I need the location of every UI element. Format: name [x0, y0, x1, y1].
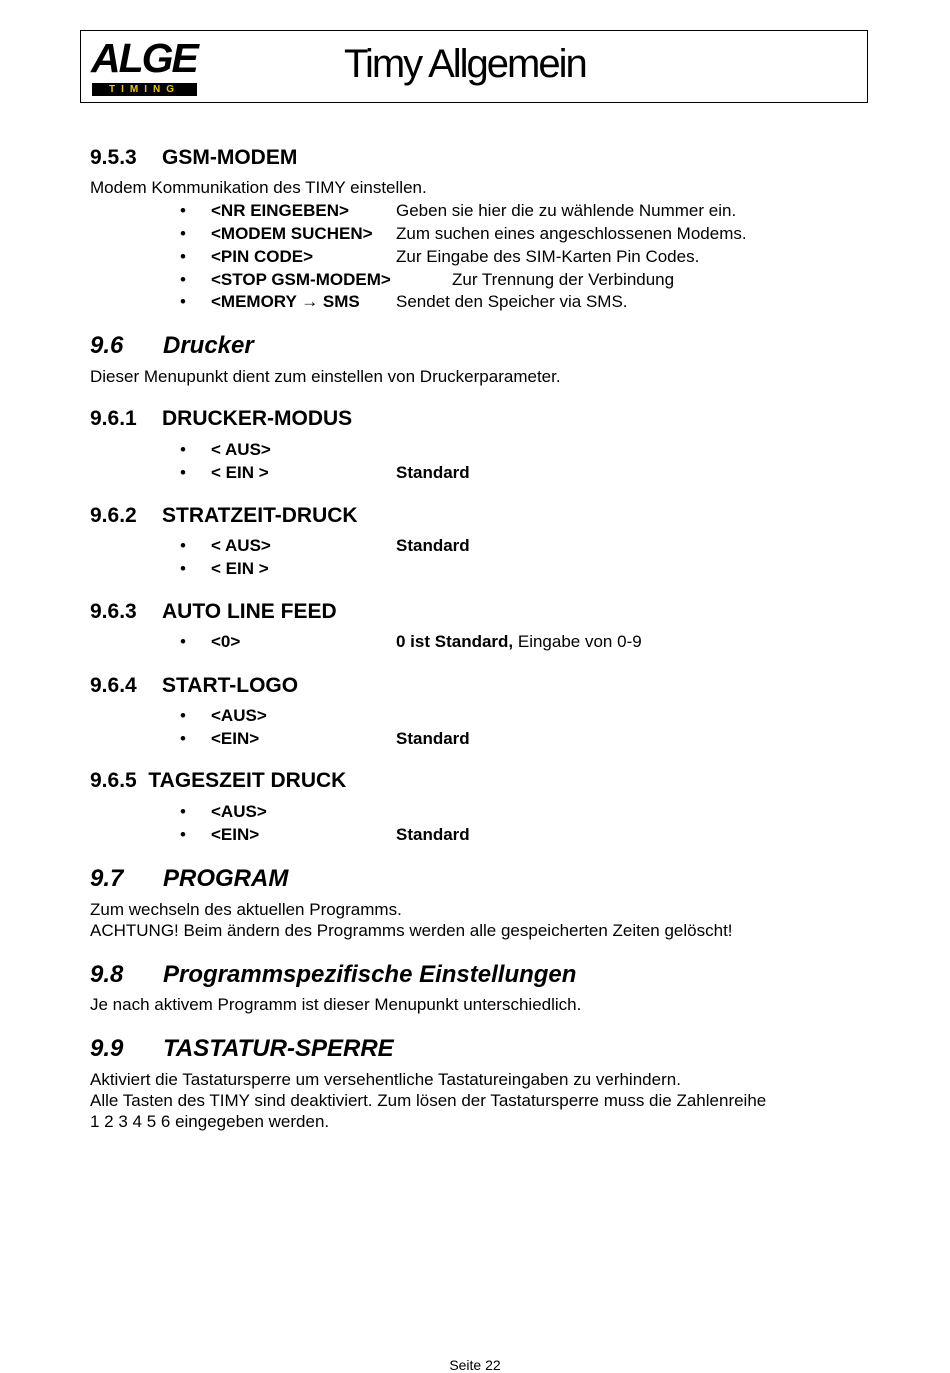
heading-9-8: 9.8 Programmspezifische Einstellungen	[90, 961, 577, 988]
drucker-text: Dieser Menupunkt dient zum einstellen von Druckerparameter.	[90, 367, 561, 386]
tastatur-line-1: Aktiviert die Tastatursperre um versehentliche Tastatureingaben zu verhindern.	[90, 1070, 681, 1089]
heading-9-6-4: 9.6.4 START-LOGO	[90, 674, 299, 697]
heading-9-6-2: 9.6.2 STRATZEIT-DRUCK	[90, 504, 358, 527]
gsm-intro: Modem Kommunikation des TIMY einstellen.	[90, 178, 427, 197]
heading-9-6: 9.6 Drucker	[90, 332, 254, 359]
tastatur-line-2: Alle Tasten des TIMY sind deaktiviert. Zum lösen der Tastatursperre muss die Zahlenreihe	[90, 1091, 767, 1110]
heading-9-9: 9.9 TASTATUR-SPERRE	[90, 1035, 394, 1062]
document-title: Timy Allgemein	[344, 42, 586, 86]
logo-text: ALGE	[91, 35, 197, 81]
program-line-1: Zum wechseln des aktuellen Programms.	[90, 900, 402, 919]
page-number: Seite 22	[449, 1357, 501, 1373]
program-line-2: ACHTUNG! Beim ändern des Programms werden alle gespeicherten Zeiten gelöscht!	[90, 921, 733, 940]
programmspezifisch-text: Je nach aktivem Programm ist dieser Menupunkt unterschiedlich.	[90, 995, 582, 1014]
heading-9-5-3: 9.5.3 GSM-MODEM	[90, 146, 298, 169]
logo-bar	[92, 83, 197, 96]
alge-logo	[91, 35, 199, 97]
page-header	[80, 30, 868, 103]
logo-subtext: TIMING	[109, 84, 180, 95]
heading-9-6-1: 9.6.1 DRUCKER-MODUS	[90, 407, 353, 430]
heading-9-7: 9.7 PROGRAM	[90, 865, 289, 892]
tastatur-line-3: 1 2 3 4 5 6 eingegeben werden.	[90, 1112, 330, 1131]
heading-9-6-5: 9.6.5 TAGESZEIT DRUCK	[90, 769, 347, 792]
heading-9-6-3: 9.6.3 AUTO LINE FEED	[90, 600, 337, 623]
